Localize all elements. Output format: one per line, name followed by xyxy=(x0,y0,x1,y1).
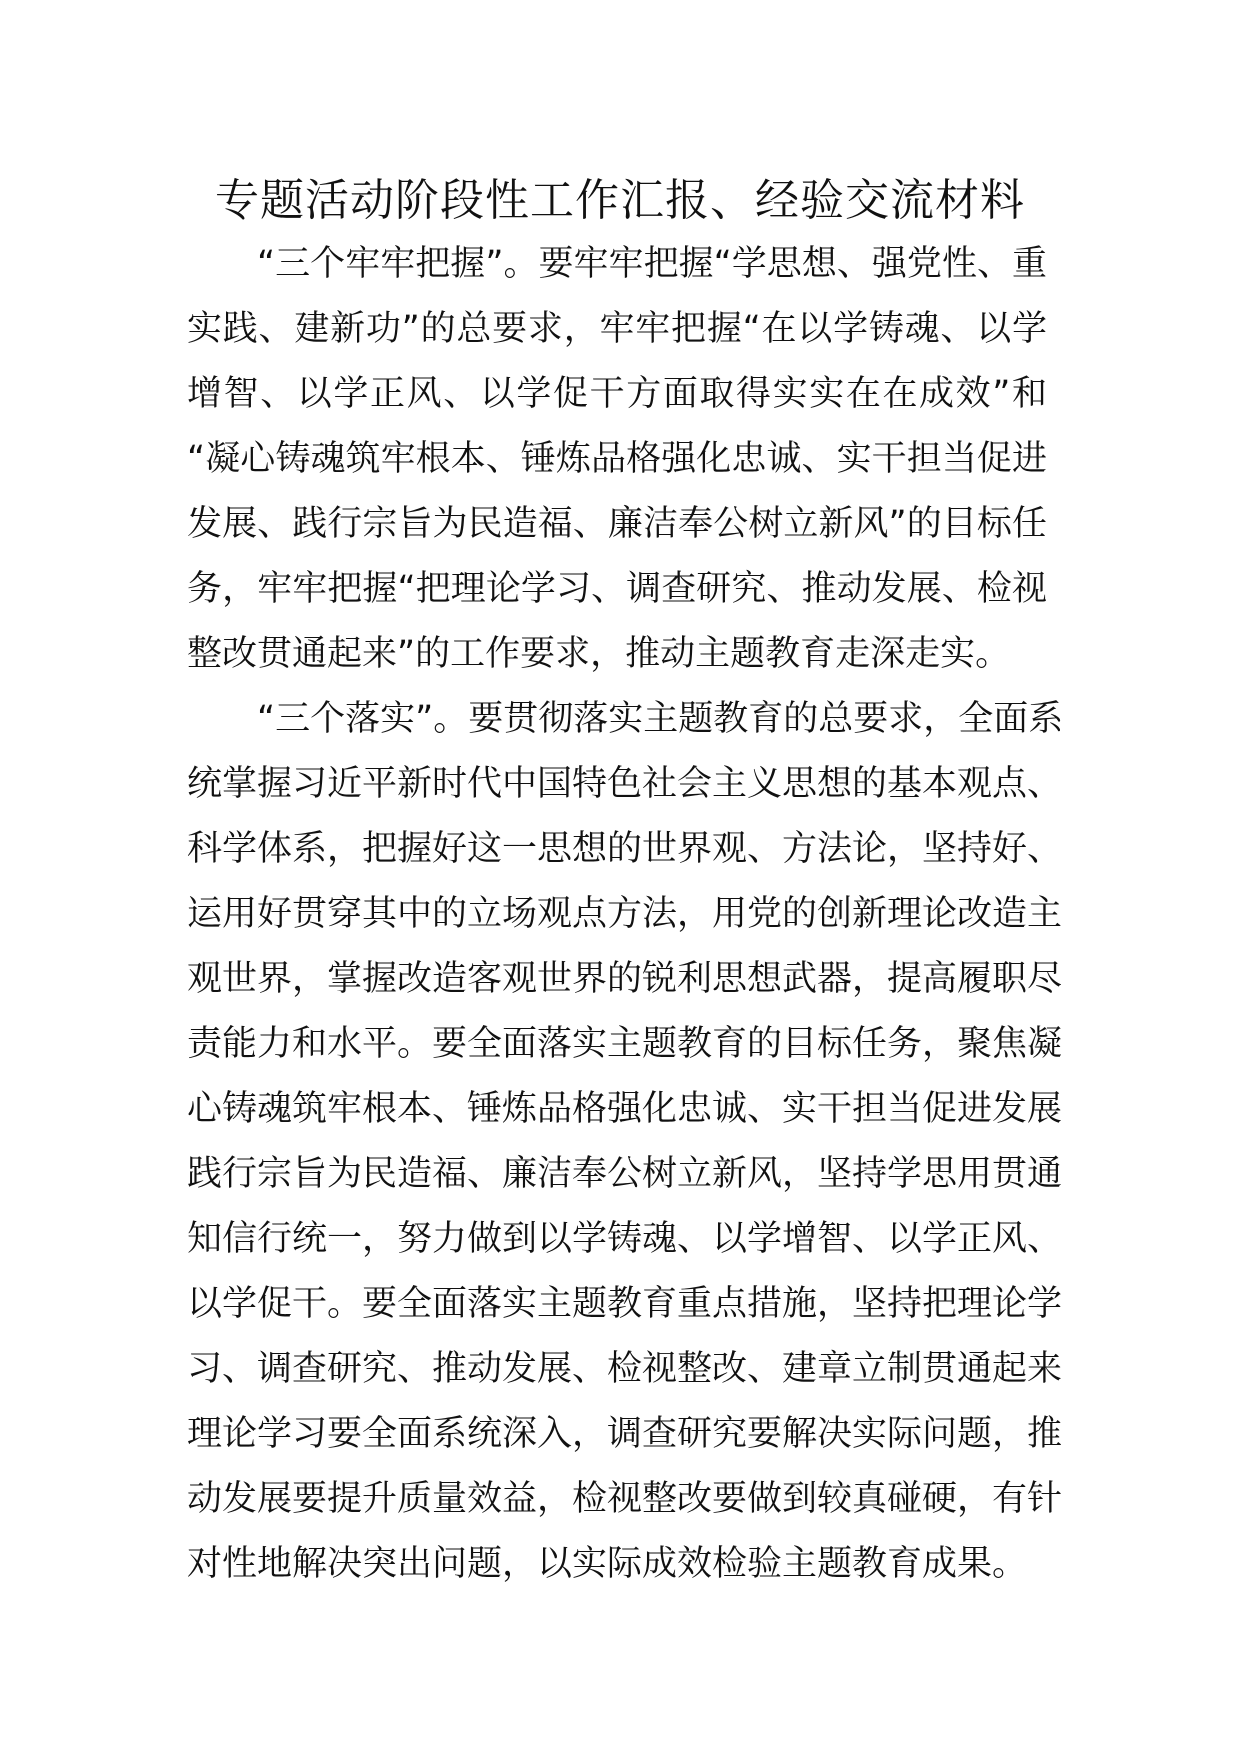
text-line: “三个牢牢把握”。要牢牢把握“学思想、强党性、重 xyxy=(257,244,1047,284)
text-line: 以学促干。要全面落实主题教育重点措施，坚持把理论学 xyxy=(187,1284,1063,1324)
document-body xyxy=(187,232,1064,1597)
text-line: 心铸魂筑牢根本、锤炼品格强化忠诚、实干担当促进发展 xyxy=(187,1089,1063,1129)
text-line: 习、调查研究、推动发展、检视整改、建章立制贯通起来 xyxy=(187,1349,1063,1389)
text-line: “凝心铸魂筑牢根本、锤炼品格强化忠诚、实干担当促进 xyxy=(187,439,1047,479)
paragraph-three-implementations xyxy=(187,687,1064,1597)
document-title: 专题活动阶段性工作汇报、经验交流材料 xyxy=(215,175,1025,226)
text-line: 科学体系，把握好这一思想的世界观、方法论，坚持好、 xyxy=(187,829,1063,869)
text-line: 责能力和水平。要全面落实主题教育的目标任务，聚焦凝 xyxy=(187,1024,1063,1064)
text-line: 对性地解决突出问题，以实际成效检验主题教育成果。 xyxy=(187,1544,1028,1584)
text-line: 运用好贯穿其中的立场观点方法，用党的创新理论改造主 xyxy=(187,894,1063,934)
text-line: 理论学习要全面系统深入，调查研究要解决实际问题，推 xyxy=(187,1414,1063,1454)
text-line: 动发展要提升质量效益，检视整改要做到较真碰硬，有针 xyxy=(187,1479,1063,1519)
text-line: “三个落实”。要贯彻落实主题教育的总要求，全面系 xyxy=(257,699,1064,739)
text-line: 务，牢牢把握“把理论学习、调查研究、推动发展、检视 xyxy=(187,569,1047,609)
text-line: 观世界，掌握改造客观世界的锐利思想武器，提高履职尽 xyxy=(187,959,1063,999)
text-line: 统掌握习近平新时代中国特色社会主义思想的基本观点、 xyxy=(187,764,1063,804)
text-line: 实践、建新功”的总要求，牢牢把握“在以学铸魂、以学 xyxy=(187,309,1047,349)
paragraph-three-firm-grasps xyxy=(187,232,1047,687)
text-line: 整改贯通起来”的工作要求，推动主题教育走深走实。 xyxy=(187,634,1011,674)
text-line: 践行宗旨为民造福、廉洁奉公树立新风，坚持学思用贯通 xyxy=(187,1154,1063,1194)
text-line: 发展、践行宗旨为民造福、廉洁奉公树立新风”的目标任 xyxy=(187,504,1047,544)
text-line: 知信行统一，努力做到以学铸魂、以学增智、以学正风、 xyxy=(187,1219,1063,1259)
text-line: 增智、以学正风、以学促干方面取得实实在在成效”和 xyxy=(187,374,1047,414)
